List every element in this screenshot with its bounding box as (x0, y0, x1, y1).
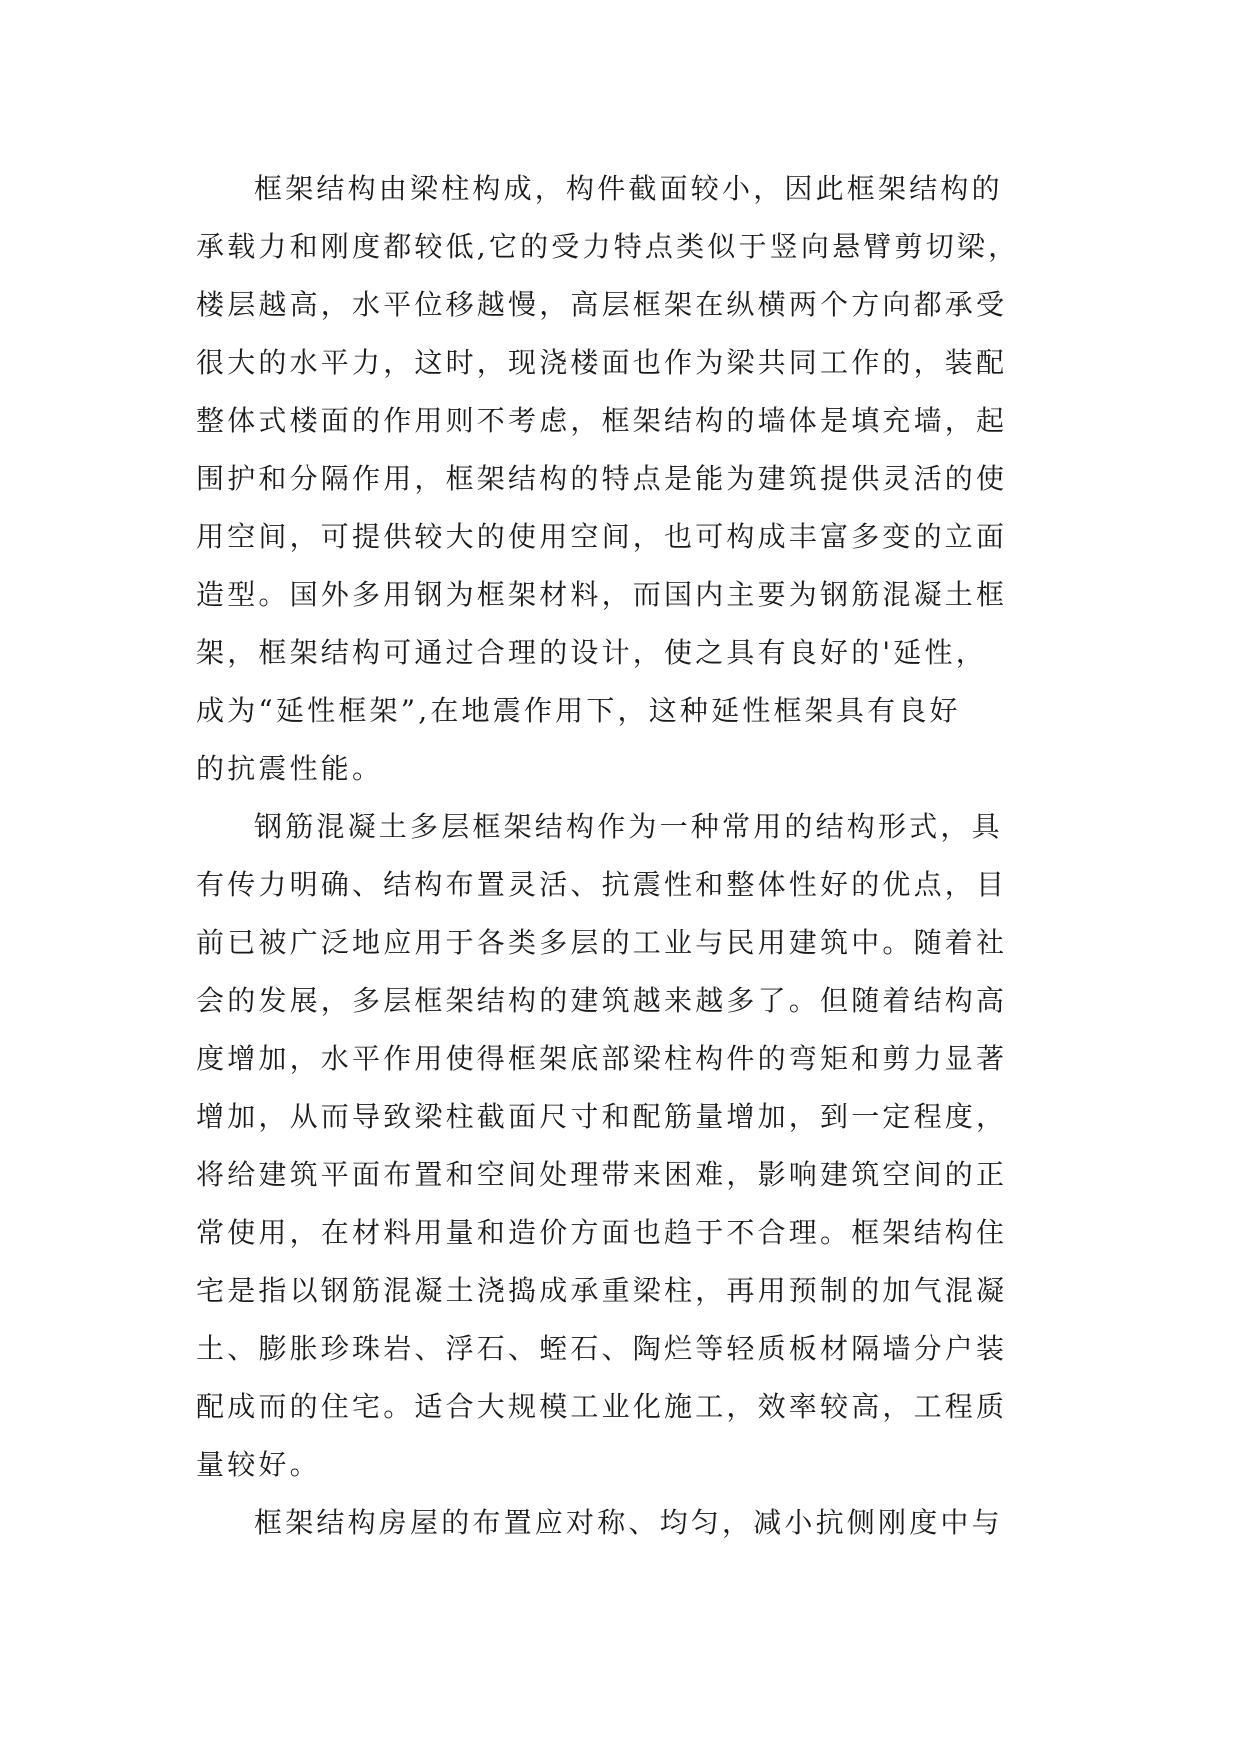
paragraph-line: 承载力和刚度都较低,它的受力特点类似于竖向悬臂剪切梁， (196, 230, 1020, 263)
paragraph-line: 架，框架结构可通过合理的设计，使之具有良好的'延性， (196, 636, 987, 669)
paragraph-1 (196, 160, 1066, 798)
paragraph-line: 楼层越高，水平位移越慢，高层框架在纵横两个方向都承受 (196, 288, 1008, 321)
paragraph-line: 宅是指以钢筋混凝土浇捣成承重梁柱，再用预制的加气混凝 (196, 1274, 1008, 1307)
paragraph-line: 常使用，在材料用量和造价方面也趋于不合理。框架结构住 (196, 1216, 1008, 1249)
paragraph-line: 的抗震性能。 (196, 752, 384, 785)
document-body (196, 160, 1066, 1552)
paragraph-line: 很大的水平力，这时，现浇楼面也作为梁共同工作的，装配 (196, 346, 1008, 379)
paragraph-line: 增加，从而导致梁柱截面尺寸和配筋量增加，到一定程度， (196, 1100, 1008, 1133)
paragraph-line: 用空间，可提供较大的使用空间，也可构成丰富多变的立面 (196, 520, 1008, 553)
paragraph-2 (196, 798, 1066, 1494)
paragraph-line: 框架结构房屋的布置应对称、均匀，减小抗侧刚度中与 (254, 1506, 1003, 1539)
paragraph-line: 会的发展，多层框架结构的建筑越来越多了。但随着结构高 (196, 984, 1008, 1017)
paragraph-line: 土、膨胀珍珠岩、浮石、蛭石、陶烂等轻质板材隔墙分户装 (196, 1332, 1008, 1365)
paragraph-line: 框架结构由梁柱构成，构件截面较小，因此框架结构的 (254, 172, 1003, 205)
paragraph-line: 度增加，水平作用使得框架底部梁柱构件的弯矩和剪力显著 (196, 1042, 1008, 1075)
paragraph-line: 钢筋混凝土多层框架结构作为一种常用的结构形式，具 (254, 810, 1003, 843)
paragraph-line: 有传力明确、结构布置灵活、抗震性和整体性好的优点，目 (196, 868, 1008, 901)
paragraph-line: 围护和分隔作用，框架结构的特点是能为建筑提供灵活的使 (196, 462, 1008, 495)
paragraph-line: 整体式楼面的作用则不考虑，框架结构的墙体是填充墙，起 (196, 404, 1008, 437)
paragraph-line: 配成而的住宅。适合大规模工业化施工，效率较高，工程质 (196, 1390, 1008, 1423)
paragraph-line: 将给建筑平面布置和空间处理带来困难，影响建筑空间的正 (196, 1158, 1008, 1191)
paragraph-3 (196, 1494, 1066, 1552)
paragraph-line: 成为“延性框架”,在地震作用下，这种延性框架具有良好 (196, 694, 961, 727)
paragraph-line: 量较好。 (196, 1448, 321, 1481)
paragraph-line: 前已被广泛地应用于各类多层的工业与民用建筑中。随着社 (196, 926, 1008, 959)
paragraph-line: 造型。国外多用钢为框架材料，而国内主要为钢筋混凝土框 (196, 578, 1008, 611)
